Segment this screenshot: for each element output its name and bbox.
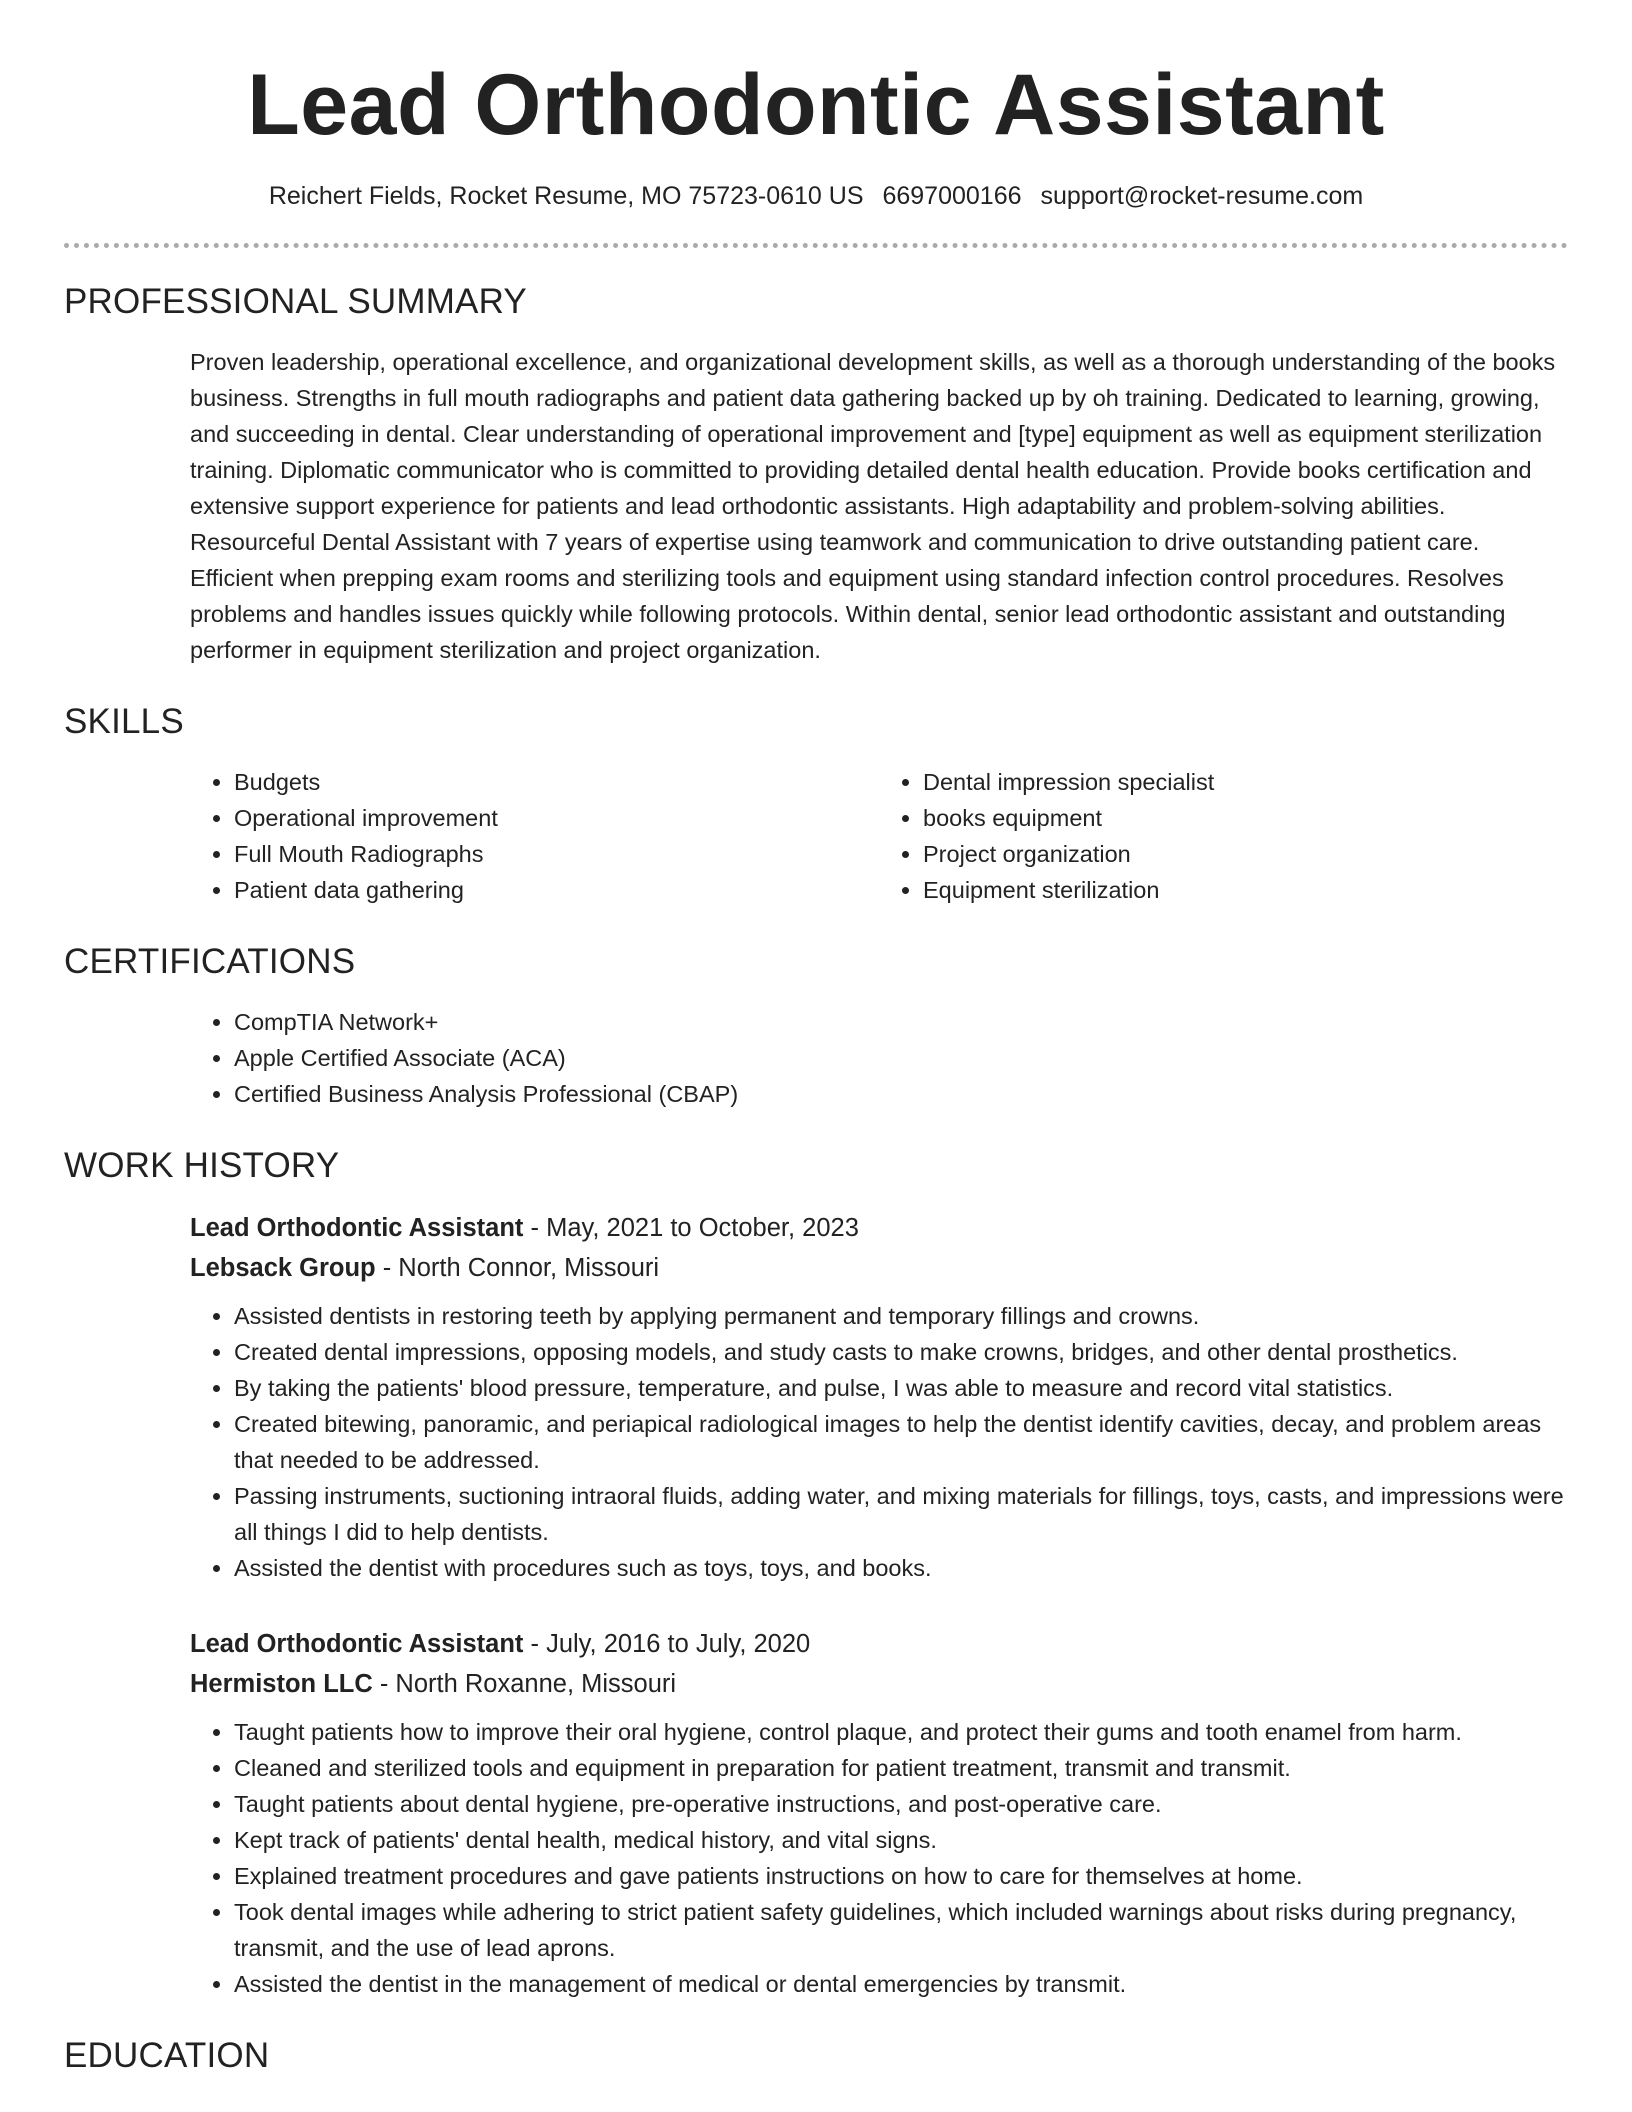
summary-heading: PROFESSIONAL SUMMARY: [64, 282, 527, 321]
job-company-line: [190, 1248, 1568, 1288]
job-entry: [64, 1208, 1568, 1586]
skill-item: • Operational improvement: [234, 800, 879, 836]
job-bullet: • Passing instruments, suctioning intraoral fluids, adding water, and mixing materials for fillings, toys, casts, and impressions were all things I did to help dentists.: [234, 1478, 1568, 1550]
job-bullet: • Assisted dentists in restoring teeth by applying permanent and temporary fillings and crowns.: [234, 1298, 1568, 1334]
contact-address: Reichert Fields, Rocket Resume, MO 75723-0610 US: [268, 182, 864, 210]
skills-grid: [64, 764, 1568, 908]
job-bullet: • Explained treatment procedures and gave patients instructions on how to care for themselves at home.: [234, 1858, 1568, 1894]
skill-item: • Budgets: [234, 764, 879, 800]
candidate-name: Lead Orthodontic Assistant: [247, 57, 1385, 153]
job-bullet: • Assisted the dentist with procedures such as toys, toys, and books.: [234, 1550, 1568, 1586]
summary-section: [64, 282, 1568, 668]
job-bullet: • Assisted the dentist in the management of medical or dental emergencies by transmit.: [234, 1966, 1568, 2002]
job-location: - North Connor, Missouri: [375, 1254, 660, 1282]
skills-section: [64, 702, 1568, 908]
work-history-heading: WORK HISTORY: [64, 1146, 340, 1185]
contact-email: support@rocket-resume.com: [1040, 182, 1364, 210]
job-location: - North Roxanne, Missouri: [372, 1670, 677, 1698]
job-bullet: • Took dental images while adhering to strict patient safety guidelines, which included warnings about risks during pregnancy, transmit, and the use of lead aprons.: [234, 1894, 1568, 1966]
certifications-body: [64, 1004, 1568, 1112]
skill-item: • Dental impression specialist: [923, 764, 1568, 800]
job-company-line: [190, 1664, 1568, 1704]
skills-list-left: [190, 764, 879, 908]
summary-text: Proven leadership, operational excellence, and organizational development skills, as well as a thorough understanding of the books business. Strengths in full mouth radiographs and patient data gathering backed up by oh training. Dedicated to learning, growing, and succeeding in dental. Clear understanding of operational improvement and [type] equipment as well as equipment sterilization training. Diplomatic communicator who is committed to providing detailed dental health education. Provide books certification and extensive support experience for patients and lead orthodontic assistants. High adaptability and problem-solving abilities. Resourceful Dental Assistant with 7 years of expertise using teamwork and communication to drive outstanding patient care. Efficient when prepping exam rooms and sterilizing tools and equipment using standard infection control procedures. Resolves problems and handles issues quickly while following protocols. Within dental, senior lead orthodontic assistant and outstanding performer in equipment sterilization and project organization.: [190, 349, 1556, 663]
certifications-heading: CERTIFICATIONS: [64, 942, 356, 981]
job-company: Lebsack Group: [190, 1254, 376, 1282]
contact-line: [64, 182, 1568, 211]
skill-item: • books equipment: [923, 800, 1568, 836]
certification-item: • CompTIA Network+: [234, 1004, 1568, 1040]
skills-list-right: [879, 764, 1568, 908]
certifications-list: [190, 1004, 1568, 1112]
job-title-line: [190, 1624, 1568, 1664]
work-history-section: [64, 1146, 1568, 2002]
certifications-section: [64, 942, 1568, 1112]
education-heading: EDUCATION: [64, 2036, 270, 2075]
header-divider: [64, 243, 1568, 248]
job-title-line: [190, 1208, 1568, 1248]
job-bullets: [190, 1298, 1568, 1586]
skills-heading: SKILLS: [64, 702, 184, 741]
job-bullet: • Created dental impressions, opposing models, and study casts to make crowns, bridges, and other dental prosthetics.: [234, 1334, 1568, 1370]
job-bullets: [190, 1714, 1568, 2002]
certification-item: • Certified Business Analysis Professional (CBAP): [234, 1076, 1568, 1112]
contact-phone: 6697000166: [882, 182, 1022, 210]
job-bullet: • Taught patients how to improve their oral hygiene, control plaque, and protect their gums and tooth enamel from harm.: [234, 1714, 1568, 1750]
education-section: [64, 2036, 1568, 2076]
certification-item: • Apple Certified Associate (ACA): [234, 1040, 1568, 1076]
skill-item: • Patient data gathering: [234, 872, 879, 908]
job-bullet: • Taught patients about dental hygiene, pre-operative instructions, and post-operative care.: [234, 1786, 1568, 1822]
job-role: Lead Orthodontic Assistant: [190, 1214, 524, 1242]
job-dates: - May, 2021 to October, 2023: [523, 1214, 859, 1242]
job-entry: [64, 1624, 1568, 2002]
job-bullet: • Kept track of patients' dental health, medical history, and vital signs.: [234, 1822, 1568, 1858]
job-dates: - July, 2016 to July, 2020: [523, 1630, 811, 1658]
skill-item: • Full Mouth Radiographs: [234, 836, 879, 872]
job-company: Hermiston LLC: [190, 1670, 373, 1698]
job-role: Lead Orthodontic Assistant: [190, 1630, 524, 1658]
job-bullet: • By taking the patients' blood pressure, temperature, and pulse, I was able to measure and record vital statistics.: [234, 1370, 1568, 1406]
skill-item: • Project organization: [923, 836, 1568, 872]
job-bullet: • Created bitewing, panoramic, and periapical radiological images to help the dentist identify cavities, decay, and problem areas that needed to be addressed.: [234, 1406, 1568, 1478]
job-bullet: • Cleaned and sterilized tools and equipment in preparation for patient treatment, transmit and transmit.: [234, 1750, 1568, 1786]
skill-item: • Equipment sterilization: [923, 872, 1568, 908]
